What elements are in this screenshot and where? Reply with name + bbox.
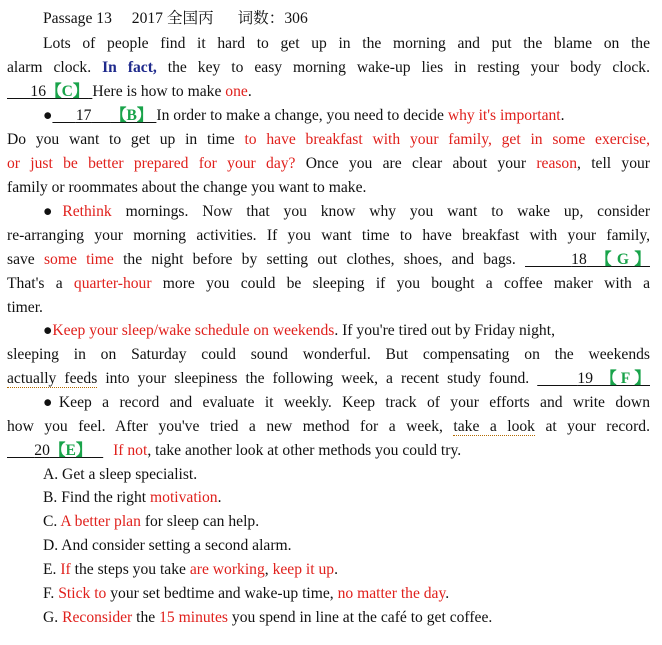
option-highlight: 15 minutes xyxy=(159,609,228,626)
p2-line2 xyxy=(7,130,650,150)
p2-text: , tell your xyxy=(577,155,650,172)
blank-17-answer: 【B】 xyxy=(110,107,153,124)
p3-highlight: some time xyxy=(43,251,114,268)
option-text: E. xyxy=(43,561,57,578)
p1-line3 xyxy=(7,82,650,102)
option-c[interactable] xyxy=(43,512,259,532)
p1-line2 xyxy=(7,58,650,78)
option-highlight: keep it up xyxy=(272,561,335,578)
p4-line1 xyxy=(43,321,650,341)
p5-highlight: If not xyxy=(113,442,148,459)
blank-20[interactable] xyxy=(7,442,103,459)
p3-line4 xyxy=(7,274,650,294)
blank-17-number: 17 xyxy=(75,107,92,124)
option-highlight: motivation xyxy=(150,489,218,506)
p2-highlight: reason xyxy=(536,155,578,172)
blank-16-answer: 【C】 xyxy=(45,83,89,100)
option-e[interactable] xyxy=(43,560,338,580)
blank-17[interactable] xyxy=(52,107,156,124)
p1-text: alarm clock. xyxy=(7,59,92,76)
bullet-icon: ● xyxy=(43,322,53,339)
option-text: your set bedtime and wake-up time, xyxy=(110,585,334,602)
p4-highlight: Keep your sleep/wake schedule on weekends xyxy=(52,322,335,339)
p5-line2 xyxy=(7,417,650,437)
option-a[interactable]: A. Get a sleep specialist. xyxy=(43,466,198,483)
option-highlight: Reconsider xyxy=(62,609,133,626)
p5-line3 xyxy=(7,441,650,461)
p3-text: That's a xyxy=(7,275,63,292)
option-text: the steps you take xyxy=(74,561,186,578)
p3-line3 xyxy=(7,250,650,270)
option-text: for sleep can help. xyxy=(144,513,260,530)
p4-line3 xyxy=(7,369,650,389)
option-highlight: If xyxy=(60,561,71,578)
word-count: 词数：306 xyxy=(237,10,308,27)
option-text: the xyxy=(136,609,156,626)
p2-text: In order to make a change, you need to decide xyxy=(156,107,444,124)
blank-19-number: 19 xyxy=(577,370,593,387)
p5-text: how you feel. After you've tried a new method for a week, xyxy=(7,418,443,435)
p2-line3 xyxy=(7,154,650,174)
p3-text: mornings. Now that you know why you want to wake up, consider xyxy=(125,203,651,220)
option-text: . xyxy=(217,489,222,506)
p3-text: save xyxy=(7,251,35,268)
p5-dotted-phrase: take a look xyxy=(453,418,535,435)
p2-line4: family or roommates about the change you want to make. xyxy=(7,179,367,196)
blank-18-number: 18 xyxy=(571,251,587,268)
passage-source: 2017 全国丙 xyxy=(131,10,214,27)
option-text: B. Find the right xyxy=(43,489,147,506)
option-text: . xyxy=(334,561,338,578)
p3-line1 xyxy=(43,202,650,222)
option-d[interactable]: D. And consider setting a second alarm. xyxy=(43,537,292,554)
bullet-icon: ● xyxy=(43,107,53,124)
p2-line1 xyxy=(43,106,650,126)
p1-in-fact: In fact, xyxy=(102,59,157,76)
p5-text: at your record. xyxy=(545,418,650,435)
option-text: C. xyxy=(43,513,58,530)
p2-highlight: or just be better prepared for your day? xyxy=(7,155,296,172)
p4-text: into your sleepiness the following week, a recent study found. xyxy=(105,370,530,387)
option-g[interactable] xyxy=(43,608,492,628)
p1-line1: Lots of people find it hard to get up in the morning and put the blame on the xyxy=(43,35,650,52)
option-highlight: A better plan xyxy=(60,513,141,530)
p5-text: , take another look at other methods you could try. xyxy=(147,442,462,459)
blank-18[interactable] xyxy=(525,251,650,268)
p2-text: Do you want to get up in time xyxy=(7,131,235,148)
p1-text: Here is how to make xyxy=(92,83,222,100)
p2-text: . xyxy=(560,107,565,124)
option-highlight: Stick to xyxy=(58,585,107,602)
p3-text: the night before by setting out clothes, shoes, and bags. xyxy=(123,251,516,268)
option-highlight: are working xyxy=(189,561,265,578)
option-f[interactable] xyxy=(43,584,449,604)
blank-20-number: 20 xyxy=(34,442,50,459)
p3-text: more you could be sleeping if you bought a coffee maker with a xyxy=(162,275,651,292)
p5-line1: ●Keep a record and evaluate it weekly. Keep track of your efforts and write down xyxy=(43,394,650,411)
p4-text: . If you're tired out by Friday night, xyxy=(334,322,555,339)
option-text: , xyxy=(264,561,269,578)
blank-19-answer: 【F】 xyxy=(601,370,650,387)
blank-19[interactable] xyxy=(537,370,650,387)
option-text: you spend in line at the café to get coffee. xyxy=(231,609,493,626)
option-text: G. xyxy=(43,609,59,626)
blank-16[interactable] xyxy=(7,83,92,100)
passage-number: Passage 13 xyxy=(43,10,112,27)
blank-20-answer: 【E】 xyxy=(49,442,92,459)
blank-16-number: 16 xyxy=(30,83,46,100)
p2-text: Once you are clear about your xyxy=(305,155,527,172)
p3-highlight: quarter-hour xyxy=(73,275,152,292)
p4-dotted-phrase: actually feeds xyxy=(7,370,98,387)
p1-text: . xyxy=(247,83,252,100)
passage-header xyxy=(43,9,650,29)
blank-18-answer: 【G】 xyxy=(596,251,650,268)
p3-line5: timer. xyxy=(7,299,43,316)
p2-highlight: why it's important xyxy=(447,107,561,124)
p1-highlight: one xyxy=(225,83,248,100)
option-b[interactable] xyxy=(43,488,222,508)
p3-line2: re-arranging your morning activities. If you want time to have breakfast with your family, xyxy=(7,227,650,244)
p2-highlight: to have breakfast with your family, get in some exercise, xyxy=(244,131,650,148)
p3-highlight: Rethink xyxy=(62,203,112,220)
bullet-icon: ● xyxy=(43,203,63,220)
option-text: . xyxy=(445,585,450,602)
option-highlight: no matter the day xyxy=(337,585,446,602)
p4-line2: sleeping in on Saturday could sound wonderful. But compensating on the weekends xyxy=(7,346,650,363)
p1-text: the key to easy morning wake-up lies in resting your body clock. xyxy=(167,59,650,76)
option-text: F. xyxy=(43,585,55,602)
